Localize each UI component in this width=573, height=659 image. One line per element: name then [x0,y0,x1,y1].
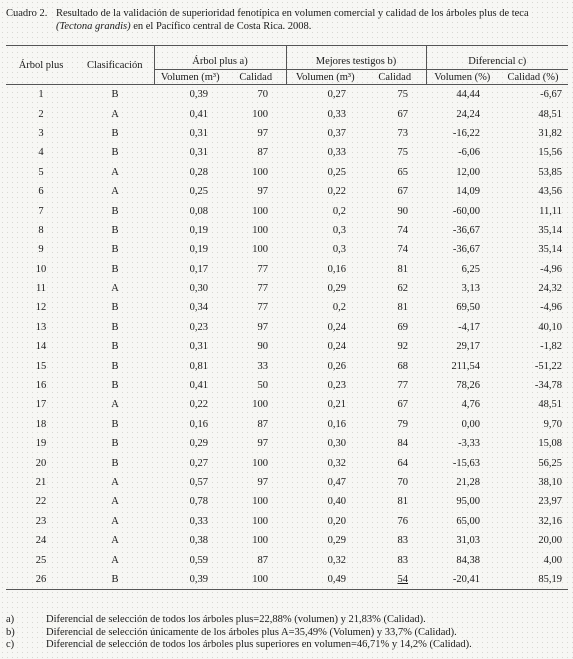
cell-clasificacion: B [111,89,119,101]
cell-volumen-arbol: 0,41 [189,380,208,392]
table-row [6,182,568,201]
cell-diferencial-volumen: 84,38 [456,554,481,566]
header-volumen-1: Volumen (m³) [154,70,226,85]
cell-calidad-arbol: 97 [257,477,269,488]
cell-clasificacion: B [111,321,119,333]
cell-diferencial-volumen: 65,00 [456,515,481,527]
cell-calidad-testigo: 69 [397,321,409,333]
cell-calidad-testigo: 75 [397,147,409,159]
cell-diferencial-calidad: 43,56 [538,186,563,198]
caption-line1: Resultado de la validación de superioridad fenotípica en volumen comercial y calidad de los árboles plus de teca [56,8,529,19]
cell-diferencial-volumen: -20,41 [426,570,498,590]
cell-diferencial-calidad: 35,14 [538,224,563,236]
cell-diferencial-calidad: 35,14 [538,244,563,256]
cell-clasificacion: A [111,399,119,411]
cell-diferencial-calidad: 85,19 [498,570,568,590]
cell-arbol: 3 [38,127,44,139]
cell-volumen-testigo: 0,21 [327,399,347,411]
cell-arbol: 21 [35,477,47,488]
table-row [6,395,568,414]
cell-arbol: 20 [35,457,47,469]
cell-diferencial-calidad: 48,51 [538,399,563,411]
cell-arbol: 4 [38,147,44,159]
results-table [6,45,568,590]
cell-volumen-testigo: 0,40 [327,496,347,508]
cell-diferencial-volumen: -6,06 [458,147,481,159]
header-group-diferencial: Diferencial c) [426,46,568,70]
cell-calidad-testigo: 67 [397,399,409,411]
cell-diferencial-volumen: -3,33 [458,438,481,450]
cell-clasificacion: A [111,477,119,488]
footnote: a) Diferencial de selección de todos los árboles plus=22,88% (volumen) y 21,83% (Calidad). [6,614,426,625]
cell-clasificacion: B [111,418,119,430]
table-row [6,279,568,298]
cell-diferencial-calidad: 15,56 [538,147,563,159]
cell-volumen-arbol: 0,17 [189,263,208,275]
table-row [6,550,568,569]
cell-calidad-arbol: 100 [252,535,269,547]
cell-volumen-testigo: 0,25 [327,166,347,178]
cell-clasificacion: A [111,535,119,547]
cell-clasificacion: A [111,186,119,198]
header-group-arbol-plus: Árbol plus a) [154,46,286,70]
cell-calidad-testigo: 75 [397,89,409,101]
cell-clasificacion: B [111,360,119,372]
cell-volumen-arbol: 0,31 [189,147,208,159]
cell-volumen-testigo: 0,32 [327,457,347,469]
cell-volumen-arbol: 0,33 [189,515,208,527]
table-row [6,143,568,162]
cell-clasificacion: B [111,205,119,217]
caption-number: Cuadro 2. [6,8,48,19]
cell-calidad-testigo: 83 [397,535,409,547]
cell-diferencial-calidad: -1,82 [540,341,563,353]
cell-volumen-testigo: 0,29 [327,535,347,547]
cell-diferencial-volumen: 24,24 [456,108,481,120]
table-row [6,298,568,317]
cell-volumen-arbol: 0,22 [189,399,208,411]
cell-calidad-arbol: 50 [257,380,269,392]
table-row [6,104,568,123]
cell-volumen-testigo: 0,20 [327,515,347,527]
cell-calidad-arbol: 70 [257,89,269,101]
cell-calidad-arbol: 87 [257,554,269,566]
table-row [6,85,568,105]
cell-clasificacion: B [111,224,119,236]
cell-volumen-arbol: 0,34 [189,302,208,314]
footnote: c) Diferencial de selección de todos los árboles plus superiores en volumen=46,71% y 14,2% (Calidad). [6,639,472,650]
cell-calidad-testigo: 62 [397,283,409,295]
cell-diferencial-volumen: 4,76 [461,399,481,411]
cell-volumen-arbol: 0,39 [189,89,208,101]
cell-calidad-arbol: 97 [257,438,269,450]
table-row [6,260,568,279]
cell-volumen-arbol: 0,08 [189,205,208,217]
cell-calidad-arbol: 90 [257,341,269,353]
footnotes [6,614,568,652]
table-row [6,434,568,453]
cell-volumen-arbol: 0,27 [189,457,208,469]
cell-diferencial-volumen: 78,26 [456,380,481,392]
cell-calidad-testigo: 81 [397,496,409,508]
cell-arbol: 23 [35,515,47,527]
cell-clasificacion: B [76,570,154,590]
table-row [6,376,568,395]
cell-clasificacion: A [111,515,119,527]
cell-diferencial-volumen: 12,00 [456,166,481,178]
cell-calidad-arbol: 97 [257,186,269,198]
caption-line2: en el Pacífico central de Costa Rica. 2008. [130,21,312,32]
cell-volumen-testigo: 0,47 [327,477,347,488]
cell-volumen-arbol: 0,25 [189,186,208,198]
table-row [6,473,568,492]
cell-arbol: 5 [38,166,44,178]
cell-calidad-testigo: 67 [397,108,409,120]
cell-calidad-arbol: 77 [257,263,269,275]
cell-calidad-testigo: 90 [397,205,409,217]
cell-diferencial-calidad: 15,08 [538,438,563,450]
cell-arbol: 26 [6,570,76,590]
cell-calidad-arbol: 87 [257,147,269,159]
cell-volumen-testigo: 0,16 [327,418,347,430]
cell-clasificacion: A [111,496,119,508]
cell-diferencial-volumen: -60,00 [452,205,481,217]
table-caption [6,7,566,33]
header-volumen-2: Volumen (m³) [286,70,364,85]
cell-calidad-arbol: 100 [252,457,269,469]
cell-calidad-testigo: 73 [397,127,409,139]
cell-volumen-arbol: 0,38 [189,535,208,547]
cell-volumen-testigo: 0,24 [327,321,347,333]
cell-clasificacion: A [111,166,119,178]
cell-calidad-testigo: 74 [397,244,409,256]
table-row [6,337,568,356]
cell-volumen-arbol: 0,41 [189,108,208,120]
cell-calidad-testigo: 81 [397,302,409,314]
table-row [6,356,568,375]
cell-calidad-testigo: 84 [397,438,409,450]
cell-diferencial-calidad: -51,22 [534,360,563,372]
cell-calidad-testigo: 79 [397,418,409,430]
cell-volumen-arbol: 0,19 [189,224,208,236]
table-body [6,85,568,590]
cell-calidad-arbol: 100 [226,570,286,590]
cell-clasificacion: A [111,554,119,566]
cell-calidad-testigo: 83 [397,554,409,566]
cell-diferencial-volumen: -15,63 [452,457,481,469]
cell-diferencial-calidad: 24,32 [538,283,563,295]
header-group-testigos: Mejores testigos b) [286,46,426,70]
cell-diferencial-volumen: 6,25 [461,263,481,275]
cell-volumen-testigo: 0,24 [327,341,347,353]
cell-diferencial-calidad: 38,10 [538,477,563,488]
cell-clasificacion: B [111,341,119,353]
cell-volumen-testigo: 0,33 [327,108,347,120]
table-row [6,124,568,143]
table-row [6,201,568,220]
cell-volumen-testigo: 0,30 [327,438,347,450]
cell-diferencial-volumen: 69,50 [456,302,481,314]
footnote: b) Diferencial de selección únicamente de los árboles plus A=35,49% (Volumen) y 33,7% (Calidad). [6,626,457,638]
cell-diferencial-calidad: 23,97 [538,496,563,508]
cell-clasificacion: B [111,263,119,275]
cell-volumen-testigo: 0,26 [327,360,347,372]
cell-calidad-arbol: 77 [257,302,269,314]
cell-diferencial-volumen: 21,28 [456,477,481,488]
cell-volumen-arbol: 0,19 [189,244,208,256]
cell-diferencial-calidad: 40,10 [538,321,563,333]
cell-diferencial-calidad: -4,96 [540,263,563,275]
table-row [6,570,568,590]
cell-calidad-arbol: 100 [252,108,269,120]
cell-arbol: 9 [38,244,44,256]
cell-volumen-testigo: 0,3 [332,244,347,256]
cell-diferencial-volumen: 31,03 [456,535,481,547]
cell-clasificacion: B [111,147,119,159]
cell-volumen-testigo: 0,37 [327,127,347,139]
cell-clasificacion: B [111,244,119,256]
cell-calidad-testigo: 67 [397,186,409,198]
cell-diferencial-calidad: 4,00 [543,554,563,566]
cell-clasificacion: B [111,438,119,450]
cell-volumen-testigo: 0,2 [332,302,347,314]
cell-volumen-arbol: 0,23 [189,321,208,333]
cell-clasificacion: B [111,380,119,392]
cell-volumen-arbol: 0,29 [189,438,208,450]
cell-volumen-testigo: 0,49 [286,570,364,590]
cell-calidad-testigo: 77 [397,380,409,392]
cell-volumen-arbol: 0,57 [189,477,208,488]
cell-arbol: 10 [35,263,47,275]
cell-volumen-arbol: 0,39 [154,570,226,590]
cell-diferencial-calidad: -4,96 [540,302,563,314]
cell-volumen-testigo: 0,3 [332,224,347,236]
cell-clasificacion: B [111,457,119,469]
cell-volumen-testigo: 0,29 [327,283,347,295]
table-row [6,512,568,531]
cell-diferencial-volumen: -36,67 [452,224,481,236]
cell-calidad-arbol: 97 [257,127,269,139]
cell-diferencial-calidad: 9,70 [543,418,563,430]
cell-volumen-testigo: 0,16 [327,263,347,275]
cell-diferencial-calidad: -34,78 [534,380,563,392]
cell-arbol: 13 [35,321,47,333]
cell-diferencial-volumen: 0,00 [461,418,481,430]
cell-clasificacion: B [111,302,119,314]
table-row [6,531,568,550]
cell-arbol: 14 [35,341,47,353]
cell-calidad-arbol: 100 [252,515,269,527]
cell-calidad-arbol: 100 [252,224,269,236]
cell-diferencial-calidad: 11,11 [539,205,563,217]
cell-volumen-arbol: 0,59 [189,554,208,566]
cell-diferencial-calidad: 32,16 [538,515,563,527]
cell-calidad-testigo: 81 [397,263,409,275]
cell-arbol: 19 [35,438,47,450]
cell-volumen-arbol: 0,78 [189,496,208,508]
cell-clasificacion: B [111,127,119,139]
cell-diferencial-volumen: -4,17 [458,321,481,333]
cell-diferencial-volumen: 3,13 [461,283,481,295]
cell-arbol: 22 [35,496,47,508]
cell-volumen-arbol: 0,31 [189,127,208,139]
cell-calidad-testigo: 65 [397,166,409,178]
cell-diferencial-volumen: 44,44 [456,89,481,101]
cell-volumen-arbol: 0,16 [189,418,208,430]
cell-volumen-testigo: 0,23 [327,380,347,392]
cell-arbol: 17 [35,399,47,411]
header-calidad-1: Calidad [226,70,286,85]
cell-calidad-arbol: 100 [252,496,269,508]
cell-calidad-arbol: 33 [257,360,269,372]
cell-diferencial-calidad: -6,67 [540,89,563,101]
cell-arbol: 24 [35,535,47,547]
cell-volumen-arbol: 0,28 [189,166,208,178]
cell-calidad-arbol: 100 [252,399,269,411]
cell-arbol: 11 [35,283,47,295]
cell-arbol: 1 [38,89,44,101]
cell-arbol: 12 [35,302,47,314]
cell-arbol: 7 [38,205,44,217]
header-arbol: Árbol plus [6,46,76,85]
header-volumen-pct: Volumen (%) [426,70,498,85]
cell-arbol: 15 [35,360,47,372]
caption-species: (Tectona grandis) [56,21,131,32]
cell-volumen-arbol: 0,81 [189,360,208,372]
table-row [6,492,568,511]
cell-volumen-testigo: 0,2 [332,205,347,217]
cell-arbol: 8 [38,224,44,236]
cell-volumen-testigo: 0,27 [327,89,347,101]
table-row [6,221,568,240]
table-row [6,163,568,182]
cell-diferencial-volumen: -16,22 [452,127,481,139]
cell-diferencial-calidad: 20,00 [538,535,563,547]
cell-diferencial-volumen: 211,54 [451,360,481,372]
table-row [6,240,568,259]
cell-diferencial-volumen: 29,17 [456,341,481,353]
cell-diferencial-volumen: 95,00 [456,496,481,508]
cell-calidad-arbol: 100 [252,244,269,256]
cell-volumen-testigo: 0,22 [327,186,347,198]
cell-calidad-testigo: 54 [364,570,426,590]
cell-diferencial-volumen: -36,67 [452,244,481,256]
cell-arbol: 6 [38,186,44,198]
cell-clasificacion: A [111,283,119,295]
cell-volumen-testigo: 0,33 [327,147,347,159]
cell-calidad-arbol: 87 [257,418,269,430]
cell-arbol: 18 [35,418,47,430]
cell-diferencial-calidad: 53,85 [538,166,563,178]
cell-arbol: 25 [35,554,47,566]
table-row [6,453,568,472]
cell-calidad-arbol: 100 [252,205,269,217]
table-row [6,318,568,337]
cell-diferencial-volumen: 14,09 [456,186,481,198]
cell-calidad-testigo: 74 [397,224,409,236]
cell-calidad-testigo: 70 [397,477,409,488]
cell-calidad-testigo: 68 [397,360,409,372]
cell-calidad-arbol: 97 [257,321,269,333]
cell-diferencial-calidad: 56,25 [538,457,563,469]
cell-calidad-testigo: 76 [397,515,409,527]
cell-calidad-testigo: 92 [397,341,409,353]
cell-arbol: 16 [35,380,47,392]
cell-diferencial-calidad: 48,51 [538,108,563,120]
header-calidad-pct: Calidad (%) [498,70,568,85]
table-row [6,415,568,434]
cell-arbol: 2 [38,108,44,120]
header-clasificacion: Clasificación [76,46,154,85]
cell-calidad-testigo: 64 [397,457,409,469]
cell-calidad-arbol: 77 [257,283,269,295]
cell-clasificacion: A [111,108,119,120]
header-calidad-2: Calidad [364,70,426,85]
cell-calidad-arbol: 100 [252,166,269,178]
cell-volumen-testigo: 0,32 [327,554,347,566]
cell-diferencial-calidad: 31,82 [538,127,563,139]
cell-volumen-arbol: 0,31 [189,341,208,353]
cell-volumen-arbol: 0,30 [189,283,208,295]
